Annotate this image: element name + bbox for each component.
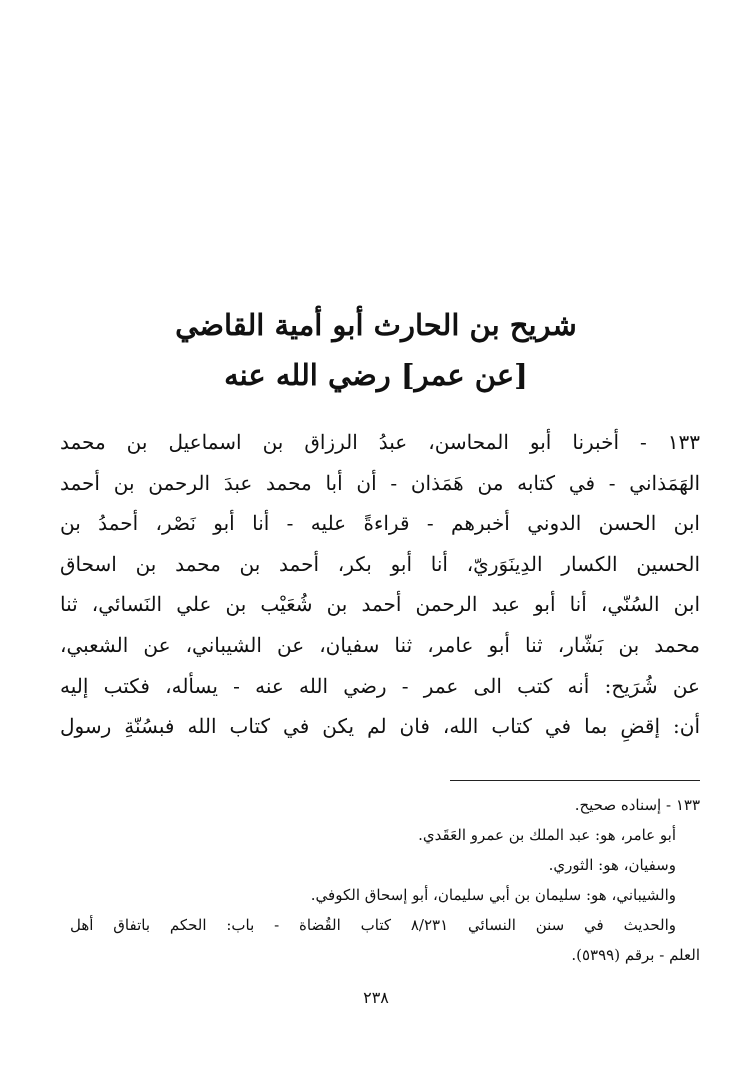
text-line: ابن السُنّي، أنا أبو عبد الرحمن أحمد بن شُعَيْب بن علي النَسائي، ثنا <box>60 592 700 617</box>
heading-title: شريح بن الحارث أبو أمية القاضي <box>175 308 577 342</box>
footnote-divider <box>450 780 700 781</box>
hadith-text <box>60 422 700 747</box>
text-line: ١٣٣ - أخبرنا أبو المحاسن، عبدُ الرزاق بن اسماعيل بن محمد <box>60 430 700 454</box>
footnote-line: والحديث في سنن النسائي ٨/٢٣١ كتاب القُضاة - باب: الحكم باتفاق أهل <box>70 916 677 934</box>
footnote-line: وسفيان، هو: الثوري. <box>548 856 676 874</box>
text-line: عن شُرَيح: أنه كتب الى عمر - رضي الله عنه - يسأله، فكتب إليه <box>60 673 700 698</box>
footnote-line: ١٣٣ - إسناده صحيح. <box>574 796 700 814</box>
page-number: ٢٣٨ <box>363 988 389 1007</box>
text-line: محمد بن بَشّار، ثنا أبو عامر، ثنا سفيان، عن الشيباني، عن الشعبي، <box>60 632 700 657</box>
text-line: الحسين الكسار الدِينَوَريّ، أنا أبو بكر، أحمد بن محمد بن اسحاق <box>60 551 700 576</box>
section-heading <box>40 300 712 400</box>
text-line: أن: إقضِ بما في كتاب الله، فان لم يكن في كتاب الله فبسُنّةِ رسول <box>60 714 700 739</box>
footnote-line: أبو عامر، هو: عبد الملك بن عمرو العَقَدي. <box>418 826 676 844</box>
text-line: ابن الحسن الدوني أخبرهم - قراءةً عليه - أنا أبو نَصْر، أحمدُ بن <box>60 511 700 536</box>
heading-subtitle: [عن عمر] رضي الله عنه <box>224 358 528 392</box>
footnote-line: والشيباني، هو: سليمان بن أبي سليمان، أبو إسحاق الكوفي. <box>310 886 676 904</box>
footnote-line: العلم - برقم (٥٣٩٩). <box>571 946 700 964</box>
footnotes <box>70 790 700 970</box>
text-line: الهَمَذاني - في كتابه من هَمَذان - أن أبا محمد عبدَ الرحمن بن أحمد <box>60 470 701 495</box>
